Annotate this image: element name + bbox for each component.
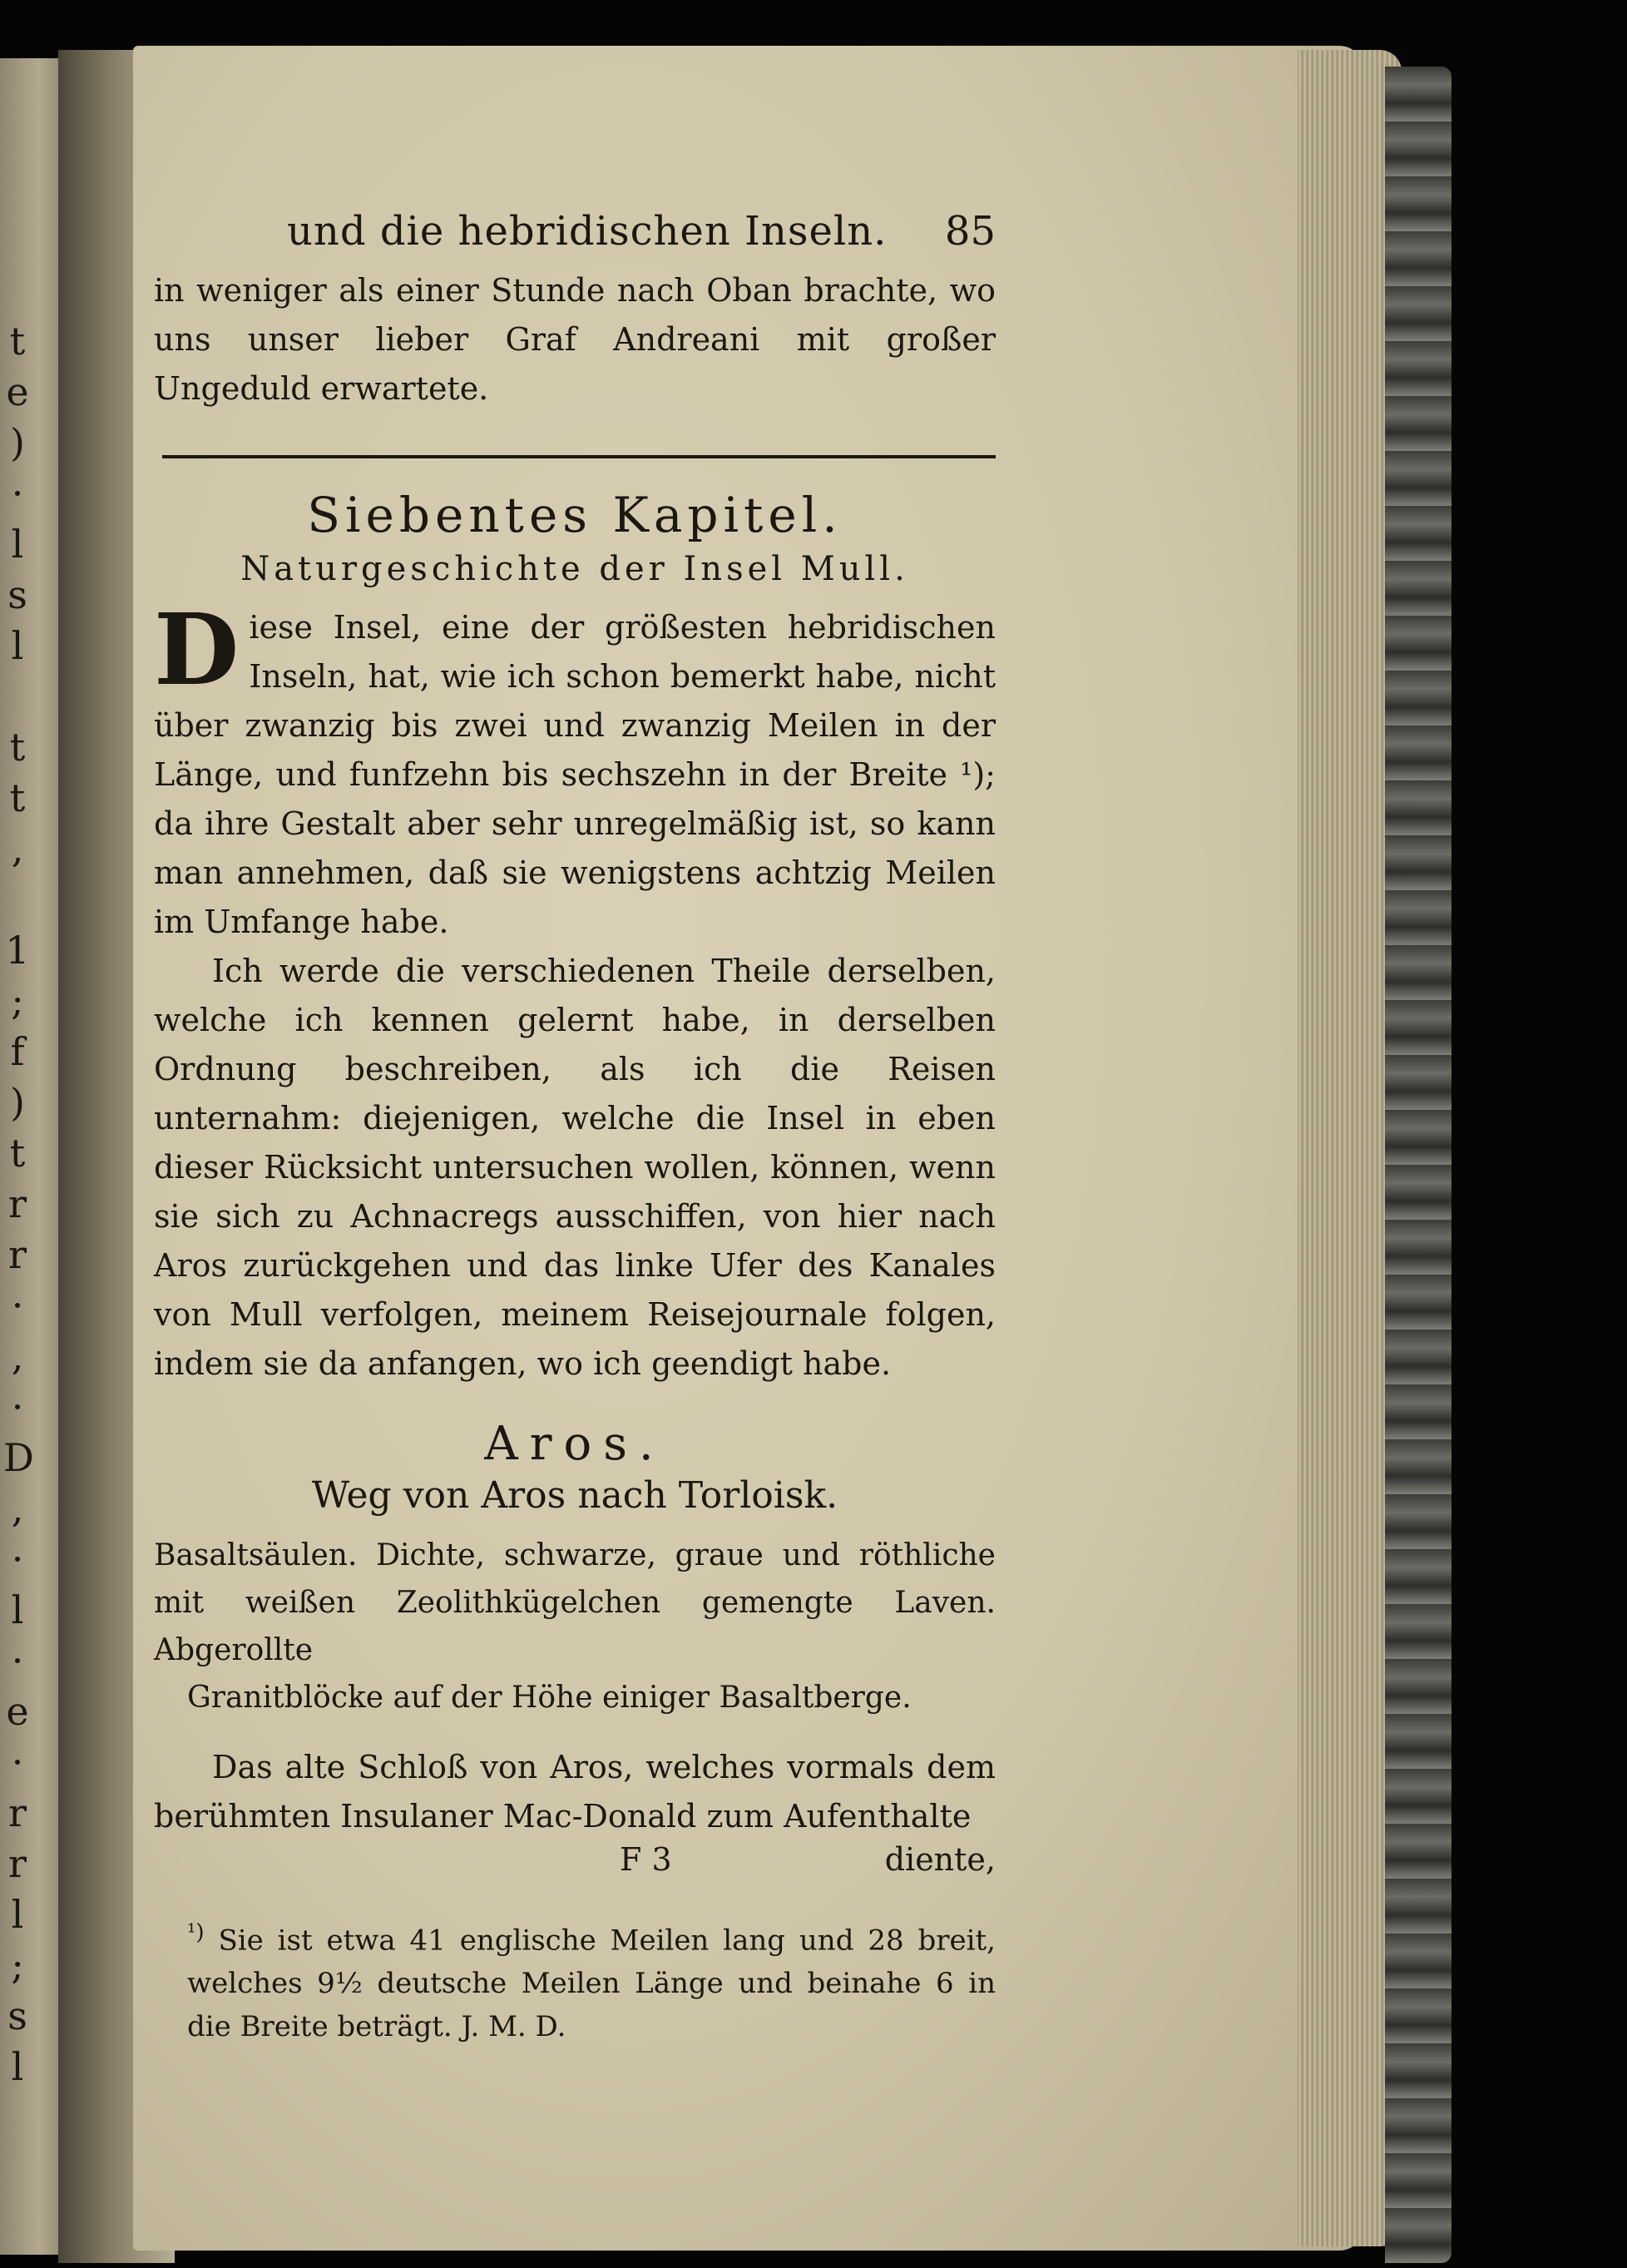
summary-first: Basaltsäulen. Dichte, schwarze, graue und röthliche mit weißen Zeolithkügelchen gemengte Laven. Abgerollte xyxy=(154,1538,996,1667)
catchword: diente, xyxy=(884,1841,996,1878)
left-page-letter: l xyxy=(11,522,24,567)
left-page-letter: · xyxy=(11,1740,24,1785)
footnote-text: Sie ist etwa 41 englische Meilen lang und 28 breit, welches 9½ deutsche Meilen Länge und beinahe 6 in die Breite beträgt. J. M. D. xyxy=(187,1924,996,2044)
summary-second: Granitblöcke auf der Höhe einiger Basaltberge. xyxy=(187,1681,912,1715)
left-page-letter: l xyxy=(11,2044,24,2089)
left-page-letter: l xyxy=(11,1587,24,1632)
left-page-letter xyxy=(3,874,32,925)
left-page-letter: · xyxy=(11,1537,24,1582)
left-page-letter: ; xyxy=(11,978,24,1023)
left-page-letter: ) xyxy=(10,420,25,465)
paragraph-3: Das alte Schloß von Aros, welches vormals dem berühmten Insulaner Mac-Donald zum Aufenthalte xyxy=(154,1749,996,1835)
left-page-letter: ; xyxy=(11,1943,24,1988)
left-page-letter: D xyxy=(3,1435,34,1480)
section-title: Aros. xyxy=(484,1417,665,1471)
left-page-letter: ) xyxy=(10,1080,25,1125)
left-page-letter: f xyxy=(10,1029,25,1074)
left-page-letter: r xyxy=(8,1232,27,1277)
signature-row xyxy=(154,1841,996,1889)
book-cover-edge xyxy=(1385,67,1451,2263)
left-page-letter: · xyxy=(11,471,24,516)
page-content xyxy=(154,208,996,2048)
left-page-letter: , xyxy=(11,1334,24,1379)
left-page-letter: t xyxy=(9,319,26,364)
footnote xyxy=(187,1911,996,2048)
left-page-letter: , xyxy=(11,826,24,871)
intro-paragraph: in weniger als einer Stunde nach Oban brachte, wo uns unser lieber Graf Andreani mit großer Ungeduld erwartete. xyxy=(154,272,996,407)
paragraph-2: Ich werde die verschiedenen Theile derselben, welche ich kennen gelernt habe, in derselben Ordnung beschreiben, als ich die Reisen unternahm: diejenigen, welche die Insel in eben dieser Rücksicht untersuchen wollen, können, wenn sie sich zu Achnacregs ausschiffen, von hier nach Aros zurückgehen und das linke Ufer des Kanales von Mull verfolgen, meinem Reisejournale folgen, indem sie da anfangen, wo ich geendigt habe. xyxy=(154,953,996,1382)
running-header xyxy=(154,208,996,266)
left-page-letter: t xyxy=(9,775,26,820)
left-page-letter: t xyxy=(9,725,26,770)
left-page-letter: · xyxy=(11,1283,24,1328)
left-page-letter xyxy=(3,671,32,722)
paragraph-1 xyxy=(154,592,996,947)
footnote-marker: ¹) xyxy=(187,1920,205,1945)
chapter-divider xyxy=(162,455,996,458)
paragraph-1-text: iese Insel, eine der größesten hebridischen Inseln, hat, wie ich schon bemerkt habe, nicht über zwanzig bis zwei und zwanzig Meilen in der Länge, und funfzehn bis sechszehn in der Breite ¹); da ihre Gestalt aber sehr unregelmäßig ist, so kann man annehmen, daß sie wenigstens achtzig Meilen im Umfange habe. xyxy=(154,609,996,940)
left-page-letter: · xyxy=(11,1638,24,1683)
page-number: 85 xyxy=(944,208,996,255)
section-subtitle: Weg von Aros nach Torloisk. xyxy=(311,1474,838,1517)
left-page-letter: , xyxy=(11,1486,24,1531)
left-page-letters xyxy=(3,316,34,2089)
chapter-title: Siebentes Kapitel. xyxy=(307,487,843,543)
left-page-letter: s xyxy=(7,572,27,617)
left-page-letter: e xyxy=(6,1689,29,1734)
left-page-letter: 1 xyxy=(5,928,30,973)
left-page-letter: s xyxy=(7,1993,27,2038)
left-page-letter: l xyxy=(11,1892,24,1937)
chapter-subtitle: Naturgeschichte der Insel Mull. xyxy=(240,550,909,588)
left-page-letter: · xyxy=(11,1384,24,1429)
left-page-letter: r xyxy=(8,1790,27,1835)
left-page-letter: e xyxy=(6,369,29,414)
left-page-letter: r xyxy=(8,1841,27,1886)
left-page-letter: r xyxy=(8,1181,27,1226)
signature-mark: F 3 xyxy=(620,1841,672,1878)
left-page-letter: l xyxy=(11,623,24,668)
drop-cap: D xyxy=(154,592,240,707)
left-page-letter: t xyxy=(9,1131,26,1176)
running-title: und die hebridischen Inseln. xyxy=(287,208,888,255)
